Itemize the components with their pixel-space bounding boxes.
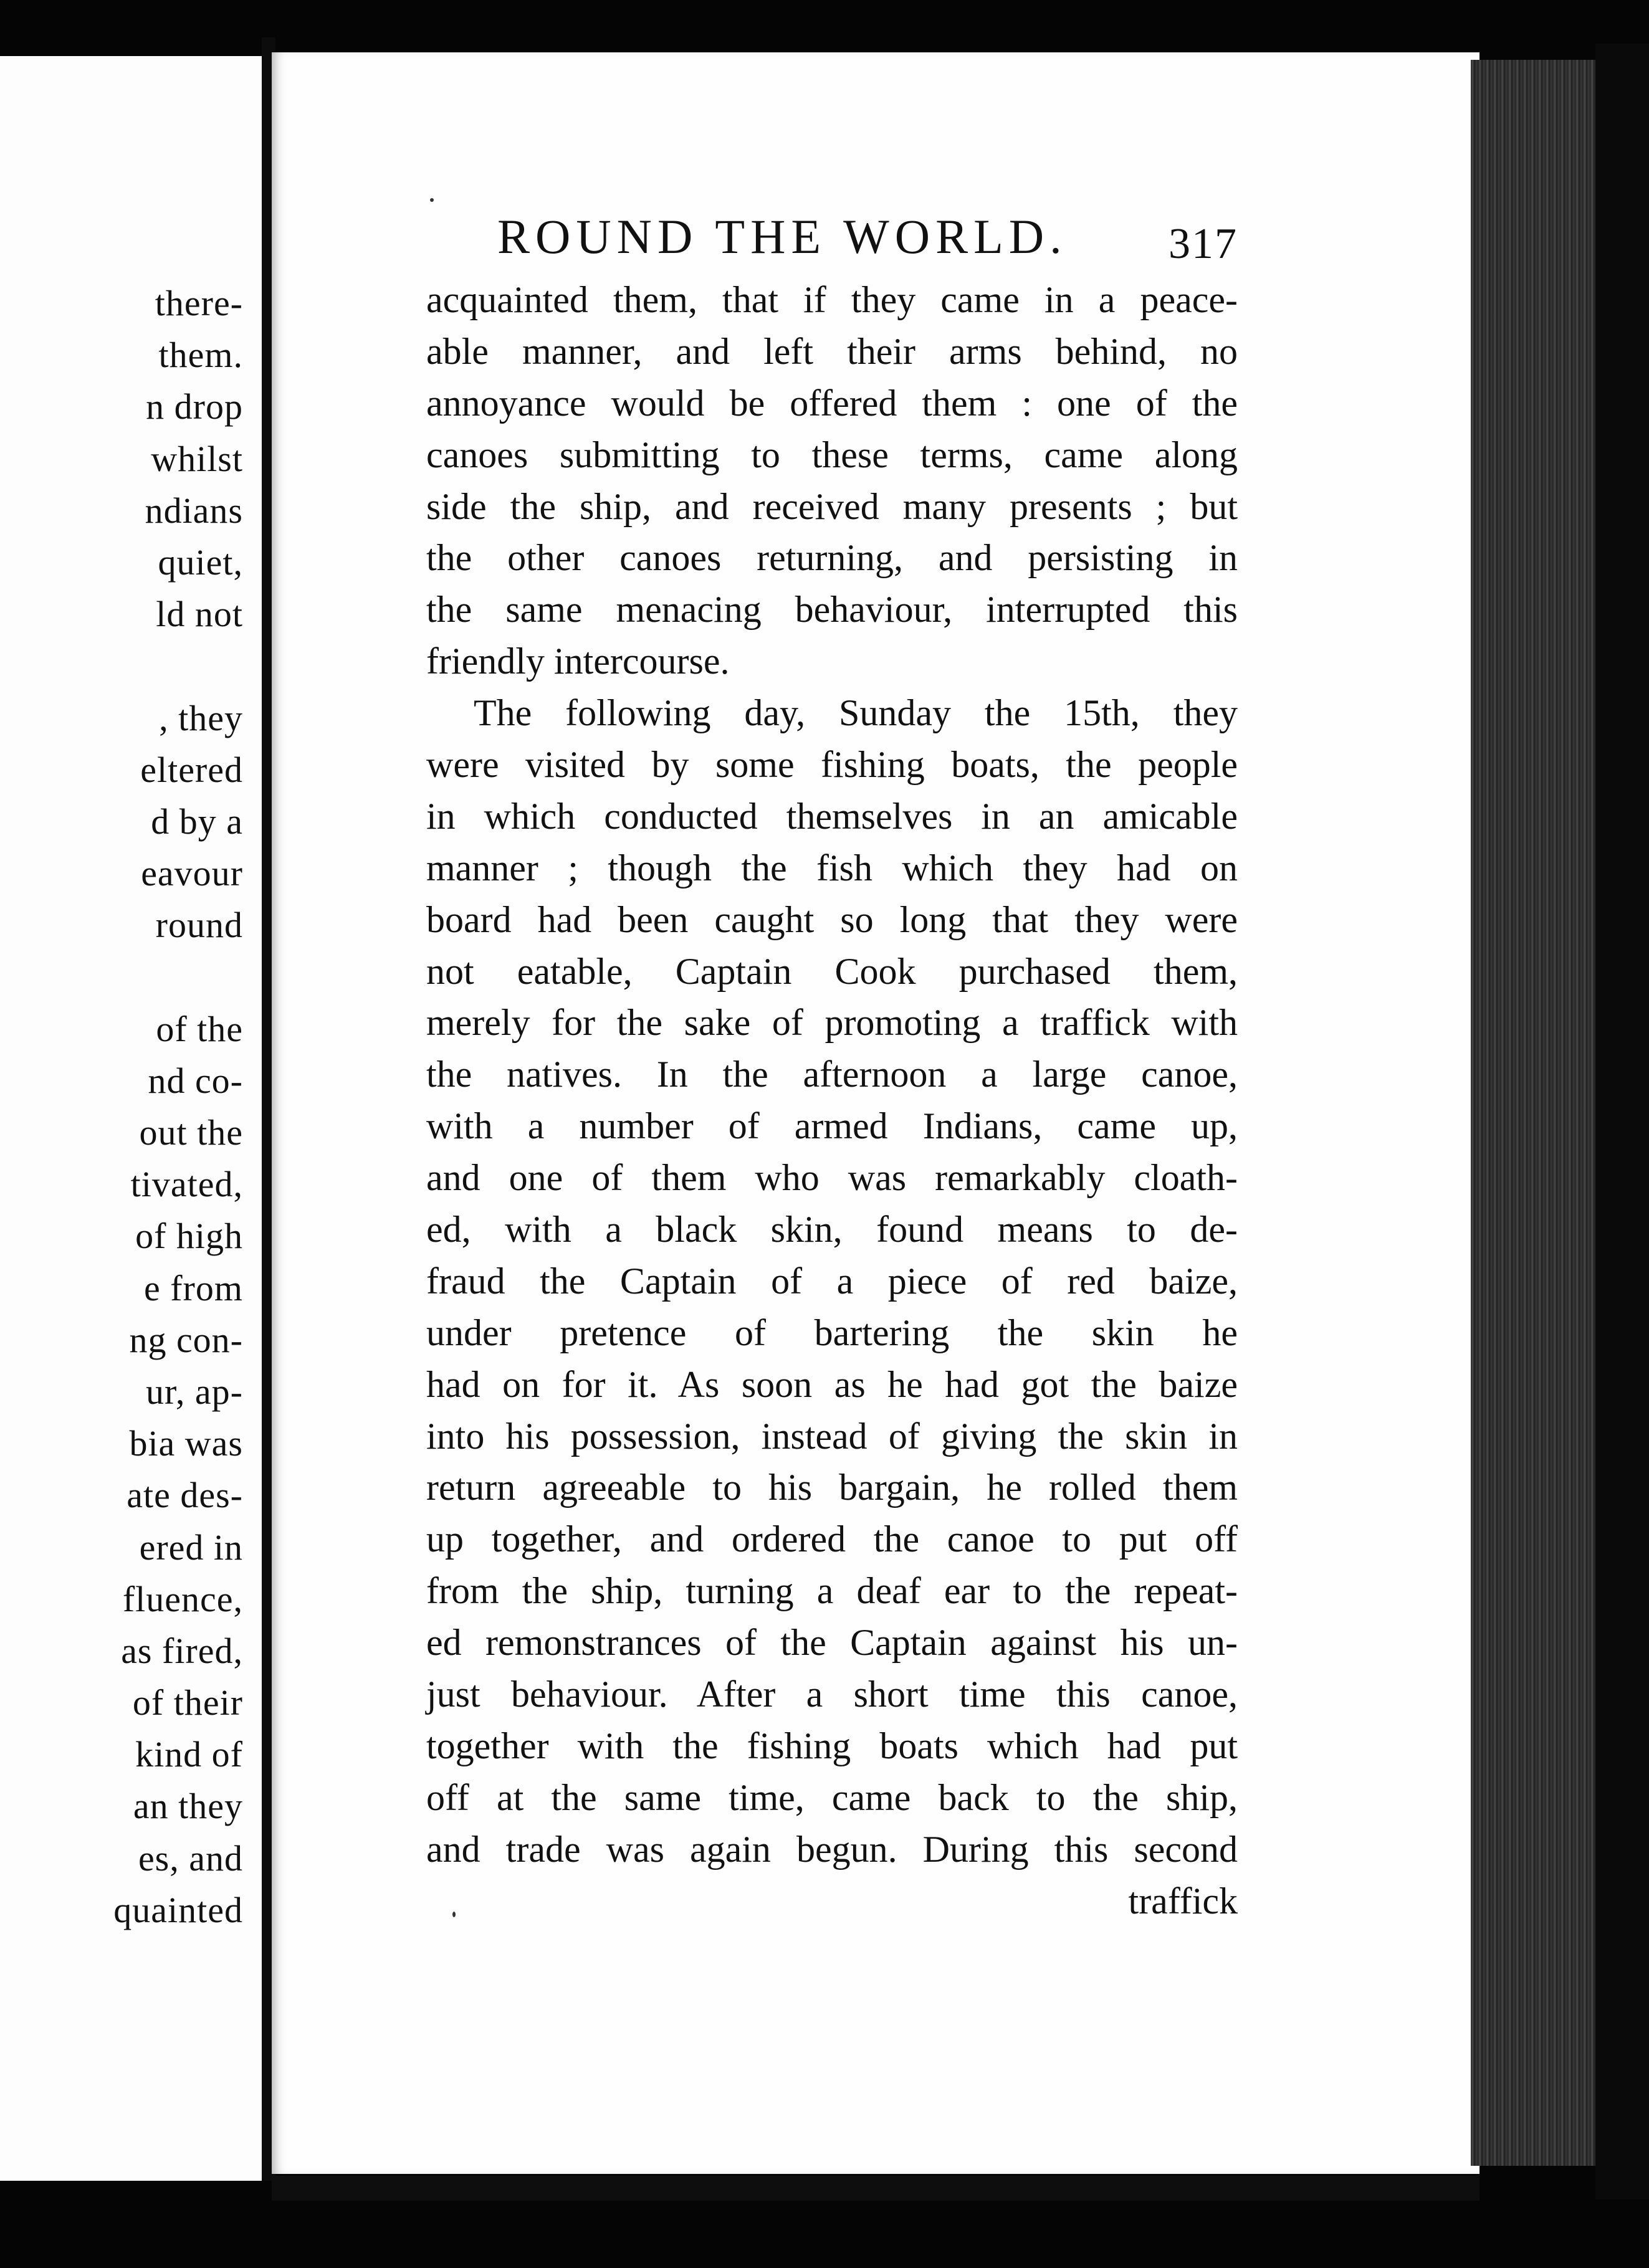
text-line: under pretence of bartering the skin he	[426, 1312, 1238, 1353]
book-board-edge	[1595, 44, 1649, 2199]
text-line: and one of them who was remarkably cloath-	[426, 1157, 1238, 1199]
previous-page-line: out the	[139, 1112, 243, 1153]
previous-page-line: ur, ap-	[145, 1371, 243, 1412]
text-line: merely for the sake of promoting a traffick with	[426, 1002, 1238, 1044]
previous-page-line: of the	[156, 1008, 243, 1049]
page-number: 317	[1169, 220, 1238, 268]
previous-page-line: quiet,	[158, 541, 243, 583]
previous-page-line	[0, 951, 243, 1003]
text-line: into his possession, instead of giving the skin in	[426, 1415, 1238, 1457]
text-line: up together, and ordered the canoe to put off	[426, 1518, 1238, 1560]
text-line: the same menacing behaviour, interrupted this	[426, 589, 1238, 631]
previous-page-line: an they	[133, 1786, 243, 1827]
previous-page-line: n drop	[146, 386, 243, 427]
previous-page-line: round	[155, 905, 243, 946]
page-speck	[452, 1912, 456, 1917]
previous-page-line: whilst	[151, 438, 243, 479]
previous-page-line: , they	[159, 697, 243, 738]
text-line: had on for it. As soon as he had got the baize	[426, 1363, 1238, 1405]
text-line: board had been caught so long that they were	[426, 898, 1238, 940]
text-line: were visited by some fishing boats, the people	[426, 744, 1238, 786]
text-line: return agreeable to his bargain, he rolled them	[426, 1467, 1238, 1508]
paragraph	[426, 687, 1238, 1875]
previous-page-line: of high	[135, 1216, 243, 1257]
previous-page-line: ndians	[145, 490, 243, 531]
text-line: The following day, Sunday the 15th, they	[474, 692, 1238, 734]
text-line: together with the fishing boats which had put	[426, 1725, 1238, 1766]
previous-page-line: ld not	[156, 594, 243, 635]
previous-page-line: nd co-	[148, 1060, 243, 1101]
previous-page-line: e from	[144, 1267, 243, 1308]
book-bottom-edge	[272, 2176, 1479, 2201]
previous-page-text	[0, 277, 243, 1936]
previous-page-line: ered in	[139, 1527, 243, 1568]
text-line: just behaviour. After a short time this canoe,	[426, 1674, 1238, 1715]
previous-page-line: them.	[158, 335, 243, 376]
text-line: not eatable, Captain Cook purchased them,	[426, 950, 1238, 992]
text-line: acquainted them, that if they came in a peace-	[426, 279, 1238, 320]
previous-page	[0, 56, 265, 2181]
catchword: traffick	[1128, 1880, 1238, 1922]
text-line: friendly intercourse.	[426, 641, 730, 682]
previous-page-line: kind of	[135, 1734, 243, 1775]
previous-page-line: fluence,	[122, 1578, 243, 1619]
text-line: ed, with a black skin, found means to de-	[426, 1209, 1238, 1251]
paragraph	[426, 274, 1238, 687]
previous-page-line: ng con-	[129, 1319, 243, 1360]
text-line: manner ; though the fish which they had on	[426, 847, 1238, 889]
previous-page-line: of their	[132, 1682, 243, 1723]
previous-page-line: es, and	[138, 1837, 243, 1879]
text-line: side the ship, and received many presents ; but	[426, 485, 1238, 527]
body-text	[426, 274, 1238, 1875]
previous-page-line: ate des-	[127, 1475, 243, 1516]
text-line: annoyance would be offered them : one of the	[426, 382, 1238, 424]
text-line: fraud the Captain of a piece of red baize,	[426, 1260, 1238, 1302]
previous-page-line: tivated,	[130, 1164, 243, 1205]
previous-page-line: eavour	[141, 853, 243, 894]
previous-page-line: d by a	[151, 801, 243, 842]
text-line: from the ship, turning a deaf ear to the repeat-	[426, 1570, 1238, 1612]
previous-page-line: eltered	[140, 749, 243, 790]
previous-page-line: there-	[155, 283, 243, 323]
text-line: in which conducted themselves in an amicable	[426, 795, 1238, 837]
text-line: canoes submitting to these terms, came along	[426, 434, 1238, 475]
text-line: off at the same time, came back to the ship,	[426, 1776, 1238, 1818]
text-line: the natives. In the afternoon a large canoe,	[426, 1054, 1238, 1095]
text-line: with a number of armed Indians, came up,	[426, 1105, 1238, 1147]
running-head	[497, 209, 1238, 268]
book-fore-edge	[1471, 60, 1612, 2166]
previous-page-line: quainted	[113, 1889, 243, 1930]
text-line: able manner, and left their arms behind, no	[426, 330, 1238, 372]
previous-page-line	[0, 640, 243, 692]
running-title: ROUND THE WORLD.	[497, 209, 1068, 264]
previous-page-line: bia was	[129, 1423, 243, 1464]
text-line: and trade was again begun. During this second	[426, 1828, 1238, 1870]
text-line: the other canoes returning, and persisting in	[426, 537, 1238, 579]
page-speck	[430, 198, 434, 202]
previous-page-line: as fired,	[121, 1630, 243, 1671]
text-line: ed remonstrances of the Captain against his un-	[426, 1622, 1238, 1664]
